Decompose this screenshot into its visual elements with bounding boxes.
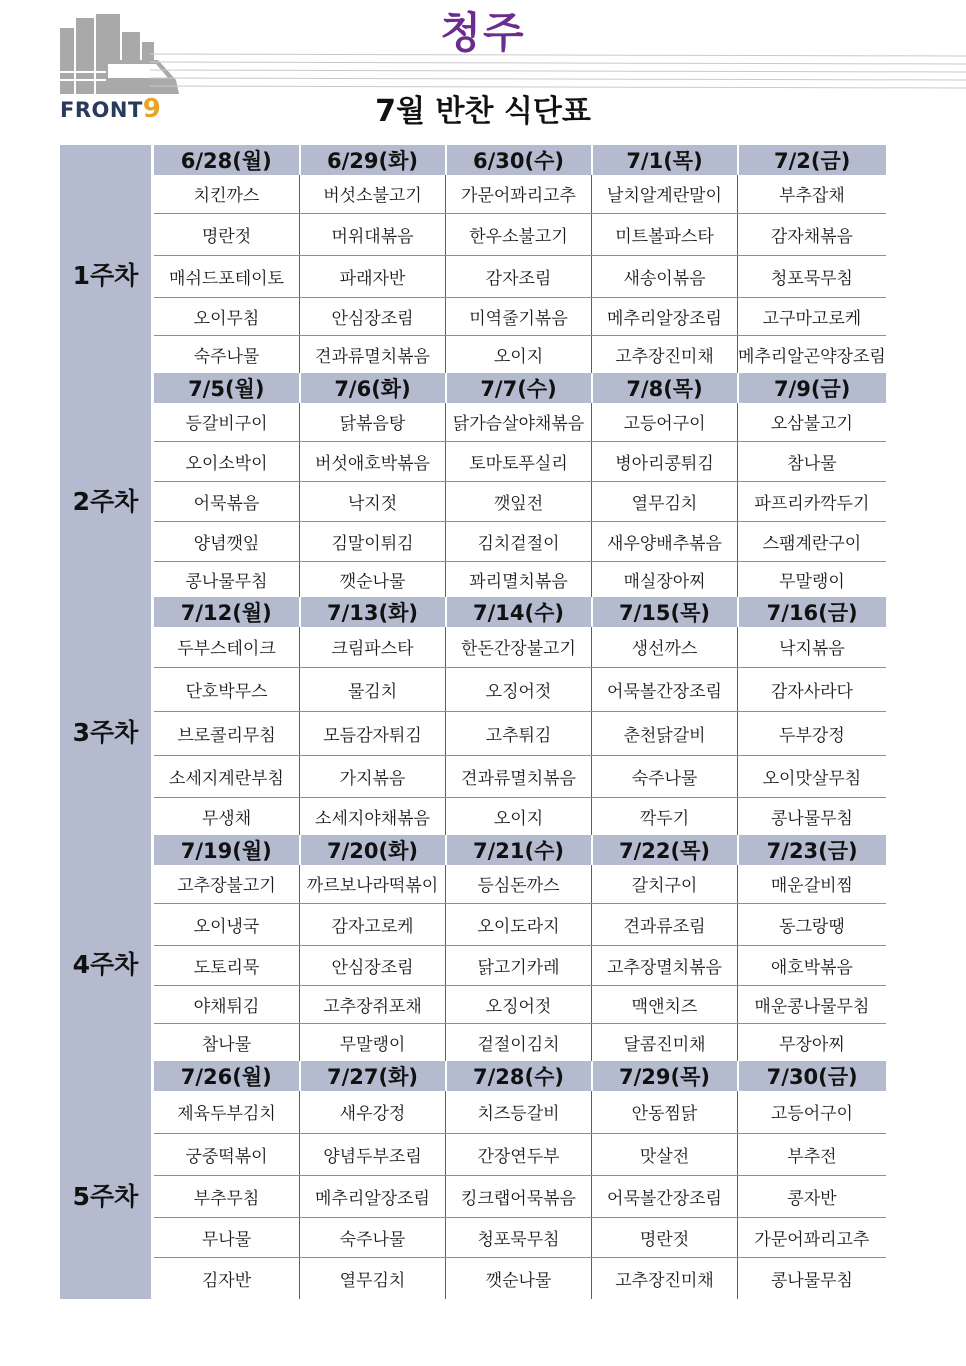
- dish-cell: 고등어구이: [738, 1091, 886, 1133]
- day-header: 7/13(화): [300, 597, 446, 627]
- week-label: 3주차: [60, 627, 151, 835]
- dish-cell: 야채튀김: [154, 985, 300, 1023]
- day-header: 7/22(목): [592, 835, 738, 865]
- dish-cell: 동그랑땡: [738, 903, 886, 945]
- day-header: 6/29(화): [300, 145, 446, 175]
- dish-cell: 무말랭이: [300, 1023, 446, 1061]
- dish-cell: 오이도라지: [446, 903, 592, 945]
- day-header: 7/9(금): [738, 373, 886, 403]
- dish-cell: 한돈간장불고기: [446, 627, 592, 667]
- dish-cell: 파래자반: [300, 255, 446, 297]
- dish-cell: 머위대볶음: [300, 213, 446, 255]
- dish-cell: 깻순나물: [300, 561, 446, 597]
- dish-cell: 양념두부조림: [300, 1133, 446, 1175]
- dish-cell: 낙지젓: [300, 481, 446, 521]
- day-header: 7/6(화): [300, 373, 446, 403]
- day-header: 7/21(수): [446, 835, 592, 865]
- dish-cell: 명란젓: [154, 213, 300, 255]
- day-header: 7/8(목): [592, 373, 738, 403]
- dish-cell: 깻잎전: [446, 481, 592, 521]
- dish-cell: 오이냉국: [154, 903, 300, 945]
- menu-row: [60, 985, 886, 1023]
- menu-row: [60, 711, 886, 755]
- menu-row: [60, 441, 886, 481]
- dish-cell: 고등어구이: [592, 403, 738, 441]
- dish-cell: 안동찜닭: [592, 1091, 738, 1133]
- menu-row: [60, 627, 886, 667]
- dish-cell: 고추장불고기: [154, 865, 300, 903]
- week-label: 5주차: [60, 1091, 151, 1299]
- menu-row: [60, 1175, 886, 1217]
- dish-cell: 두부스테이크: [154, 627, 300, 667]
- dish-cell: 숙주나물: [300, 1217, 446, 1257]
- dish-cell: 미역줄기볶음: [446, 297, 592, 335]
- dish-cell: 등심돈까스: [446, 865, 592, 903]
- dish-cell: 소세지계란부침: [154, 755, 300, 797]
- dish-cell: 콩나물무침: [738, 797, 886, 835]
- dish-cell: 오이맛살무침: [738, 755, 886, 797]
- dish-cell: 맥앤치즈: [592, 985, 738, 1023]
- dish-cell: 새우양배추볶음: [592, 521, 738, 561]
- dish-cell: 스팸계란구이: [738, 521, 886, 561]
- dish-cell: 간장연두부: [446, 1133, 592, 1175]
- dish-cell: 무말랭이: [738, 561, 886, 597]
- day-header: 7/12(월): [154, 597, 300, 627]
- menu-row: [60, 903, 886, 945]
- dish-cell: 감자고로케: [300, 903, 446, 945]
- dish-cell: 가지볶음: [300, 755, 446, 797]
- day-header: 7/14(수): [446, 597, 592, 627]
- menu-row: [60, 335, 886, 373]
- menu-row: [60, 297, 886, 335]
- dish-cell: 생선까스: [592, 627, 738, 667]
- dish-cell: 양념깻잎: [154, 521, 300, 561]
- header-gap: [60, 1061, 151, 1091]
- dish-cell: 안심장조림: [300, 945, 446, 985]
- dish-cell: 안심장조림: [300, 297, 446, 335]
- dish-cell: 견과류조림: [592, 903, 738, 945]
- dish-cell: 두부강정: [738, 711, 886, 755]
- dish-cell: 날치알계란말이: [592, 175, 738, 213]
- dish-cell: 깻순나물: [446, 1257, 592, 1299]
- menu-row: [60, 945, 886, 985]
- dish-cell: 도토리묵: [154, 945, 300, 985]
- menu-row: [60, 403, 886, 441]
- dish-cell: 감자사라다: [738, 667, 886, 711]
- menu-row: [60, 865, 886, 903]
- dish-cell: 감자조림: [446, 255, 592, 297]
- dish-cell: 버섯애호박볶음: [300, 441, 446, 481]
- date-header-row: [60, 373, 886, 403]
- dish-cell: 닭가슴살야채볶음: [446, 403, 592, 441]
- week-label: 1주차: [60, 175, 151, 373]
- dish-cell: 버섯소불고기: [300, 175, 446, 213]
- menu-row: [60, 481, 886, 521]
- day-header: 7/2(금): [738, 145, 886, 175]
- menu-row: [60, 755, 886, 797]
- header-gap: [60, 597, 151, 627]
- dish-cell: 단호박무스: [154, 667, 300, 711]
- dish-cell: 미트볼파스타: [592, 213, 738, 255]
- dish-cell: 무나물: [154, 1217, 300, 1257]
- dish-cell: 콩자반: [738, 1175, 886, 1217]
- dish-cell: 김치겉절이: [446, 521, 592, 561]
- dish-cell: 궁중떡볶이: [154, 1133, 300, 1175]
- menu-row: [60, 1091, 886, 1133]
- date-header-row: [60, 1061, 886, 1091]
- dish-cell: 애호박볶음: [738, 945, 886, 985]
- dish-cell: 부추무침: [154, 1175, 300, 1217]
- dish-cell: 매실장아찌: [592, 561, 738, 597]
- dish-cell: 크림파스타: [300, 627, 446, 667]
- dish-cell: 새우강정: [300, 1091, 446, 1133]
- dish-cell: 까르보나라떡볶이: [300, 865, 446, 903]
- dish-cell: 콩나물무침: [738, 1257, 886, 1299]
- dish-cell: 고추장진미채: [592, 335, 738, 373]
- day-header: 7/29(목): [592, 1061, 738, 1091]
- dish-cell: 콩나물무침: [185, 571, 268, 592]
- dish-cell: 열무김치: [592, 481, 738, 521]
- date-header-row: [60, 597, 886, 627]
- day-header: 7/19(월): [154, 835, 300, 865]
- dish-cell: 참나물: [201, 1034, 252, 1055]
- dish-cell: 춘천닭갈비: [592, 711, 738, 755]
- dish-cell: 가문어꽈리고추: [738, 1217, 886, 1257]
- dish-cell: 김말이튀김: [300, 521, 446, 561]
- dish-cell: 겉절이김치: [446, 1023, 592, 1061]
- day-header: 7/26(월): [154, 1061, 300, 1091]
- dish-cell: 메추리알장조림: [592, 297, 738, 335]
- dish-cell: 새송이볶음: [592, 255, 738, 297]
- dish-cell: 등갈비구이: [154, 403, 300, 441]
- logo-digit: 9: [142, 94, 162, 124]
- menu-row: [60, 797, 886, 835]
- dish-cell: 병아리콩튀김: [592, 441, 738, 481]
- dish-cell: 제육두부김치: [154, 1091, 300, 1133]
- dish-cell: 달콤진미채: [592, 1023, 738, 1061]
- dish-cell: 견과류멸치볶음: [300, 335, 446, 373]
- dish-cell: 김자반: [201, 1270, 252, 1291]
- day-header: 7/27(화): [300, 1061, 446, 1091]
- menu-row: [60, 1257, 886, 1299]
- dish-cell: 부추잡채: [738, 175, 886, 213]
- dish-cell: 토마토푸실리: [446, 441, 592, 481]
- menu-row: [60, 213, 886, 255]
- menu-row: [60, 1217, 886, 1257]
- dish-cell: 한우소불고기: [446, 213, 592, 255]
- dish-cell: 명란젓: [592, 1217, 738, 1257]
- menu-row: [60, 175, 886, 213]
- day-header: 7/1(목): [592, 145, 738, 175]
- day-header: 7/30(금): [738, 1061, 886, 1091]
- dish-cell: 무생채: [201, 808, 252, 829]
- dish-cell: 꽈리멸치볶음: [446, 561, 592, 597]
- city-title: 청주: [440, 8, 526, 57]
- date-header-row: [60, 835, 886, 865]
- dish-cell: 고구마고로케: [738, 297, 886, 335]
- menu-row: [60, 521, 886, 561]
- menu-table: [60, 145, 886, 1299]
- dish-cell: 고추튀김: [446, 711, 592, 755]
- menu-row: [60, 1133, 886, 1175]
- day-header: 7/23(금): [738, 835, 886, 865]
- dish-cell: 낙지볶음: [738, 627, 886, 667]
- dish-cell: 브로콜리무침: [154, 711, 300, 755]
- menu-title: 7월 반찬 식단표: [375, 94, 591, 129]
- dish-cell: 고추장쥐포채: [300, 985, 446, 1023]
- dish-cell: 무장아찌: [738, 1023, 886, 1061]
- dish-cell: 참나물: [738, 441, 886, 481]
- menu-row: [60, 561, 886, 597]
- dish-cell: 어묵볼간장조림: [592, 667, 738, 711]
- dish-cell: 닭고기카레: [446, 945, 592, 985]
- dish-cell: 숙주나물: [193, 346, 260, 367]
- dish-cell: 오이지: [446, 797, 592, 835]
- dish-cell: 파프리카깍두기: [738, 481, 886, 521]
- day-header: 7/15(목): [592, 597, 738, 627]
- dish-cell: 물김치: [300, 667, 446, 711]
- dish-cell: 갈치구이: [592, 865, 738, 903]
- date-header-row: [60, 145, 886, 175]
- dish-cell: 부추전: [738, 1133, 886, 1175]
- header-gap: [60, 835, 151, 865]
- dish-cell: 청포묵무침: [446, 1217, 592, 1257]
- dish-cell: 오삼불고기: [738, 403, 886, 441]
- dish-cell: 오이지: [446, 335, 592, 373]
- logo-text: FRONT: [60, 98, 143, 122]
- day-header: 7/5(월): [154, 373, 300, 403]
- dish-cell: 어묵볶음: [154, 481, 300, 521]
- day-header: 6/30(수): [446, 145, 592, 175]
- week-label: 4주차: [60, 865, 151, 1061]
- dish-cell: 오징어젓: [446, 667, 592, 711]
- dish-cell: 어묵볼간장조림: [592, 1175, 738, 1217]
- dish-cell: 맛살전: [592, 1133, 738, 1175]
- menu-row: [60, 667, 886, 711]
- day-header: 7/20(화): [300, 835, 446, 865]
- dish-cell: 열무김치: [300, 1257, 446, 1299]
- dish-cell: 소세지야채볶음: [300, 797, 446, 835]
- dish-cell: 청포묵무침: [738, 255, 886, 297]
- header-gap: [60, 145, 151, 175]
- dish-cell: 견과류멸치볶음: [446, 755, 592, 797]
- dish-cell: 깍두기: [592, 797, 738, 835]
- dish-cell: 메추리알장조림: [300, 1175, 446, 1217]
- dish-cell: 감자채볶음: [738, 213, 886, 255]
- dish-cell: 매쉬드포테이토: [154, 255, 300, 297]
- dish-cell: 숙주나물: [592, 755, 738, 797]
- day-header: 6/28(월): [154, 145, 300, 175]
- dish-cell: 메추리알곤약장조림: [738, 335, 886, 373]
- dish-cell: 고추장진미채: [592, 1257, 738, 1299]
- menu-row: [60, 1023, 886, 1061]
- dish-cell: 닭볶음탕: [300, 403, 446, 441]
- dish-cell: 오이무침: [154, 297, 300, 335]
- menu-row: [60, 255, 886, 297]
- week-label: 2주차: [60, 403, 151, 597]
- dish-cell: 매운갈비찜: [738, 865, 886, 903]
- dish-cell: 치킨까스: [154, 175, 300, 213]
- day-header: 7/7(수): [446, 373, 592, 403]
- dish-cell: 킹크랩어묵볶음: [446, 1175, 592, 1217]
- day-header: 7/28(수): [446, 1061, 592, 1091]
- day-header: 7/16(금): [738, 597, 886, 627]
- dish-cell: 모듬감자튀김: [300, 711, 446, 755]
- dish-cell: 오이소박이: [154, 441, 300, 481]
- dish-cell: 매운콩나물무침: [738, 985, 886, 1023]
- dish-cell: 가문어꽈리고추: [446, 175, 592, 213]
- header-gap: [60, 373, 151, 403]
- dish-cell: 치즈등갈비: [446, 1091, 592, 1133]
- dish-cell: 오징어젓: [446, 985, 592, 1023]
- dish-cell: 고추장멸치볶음: [592, 945, 738, 985]
